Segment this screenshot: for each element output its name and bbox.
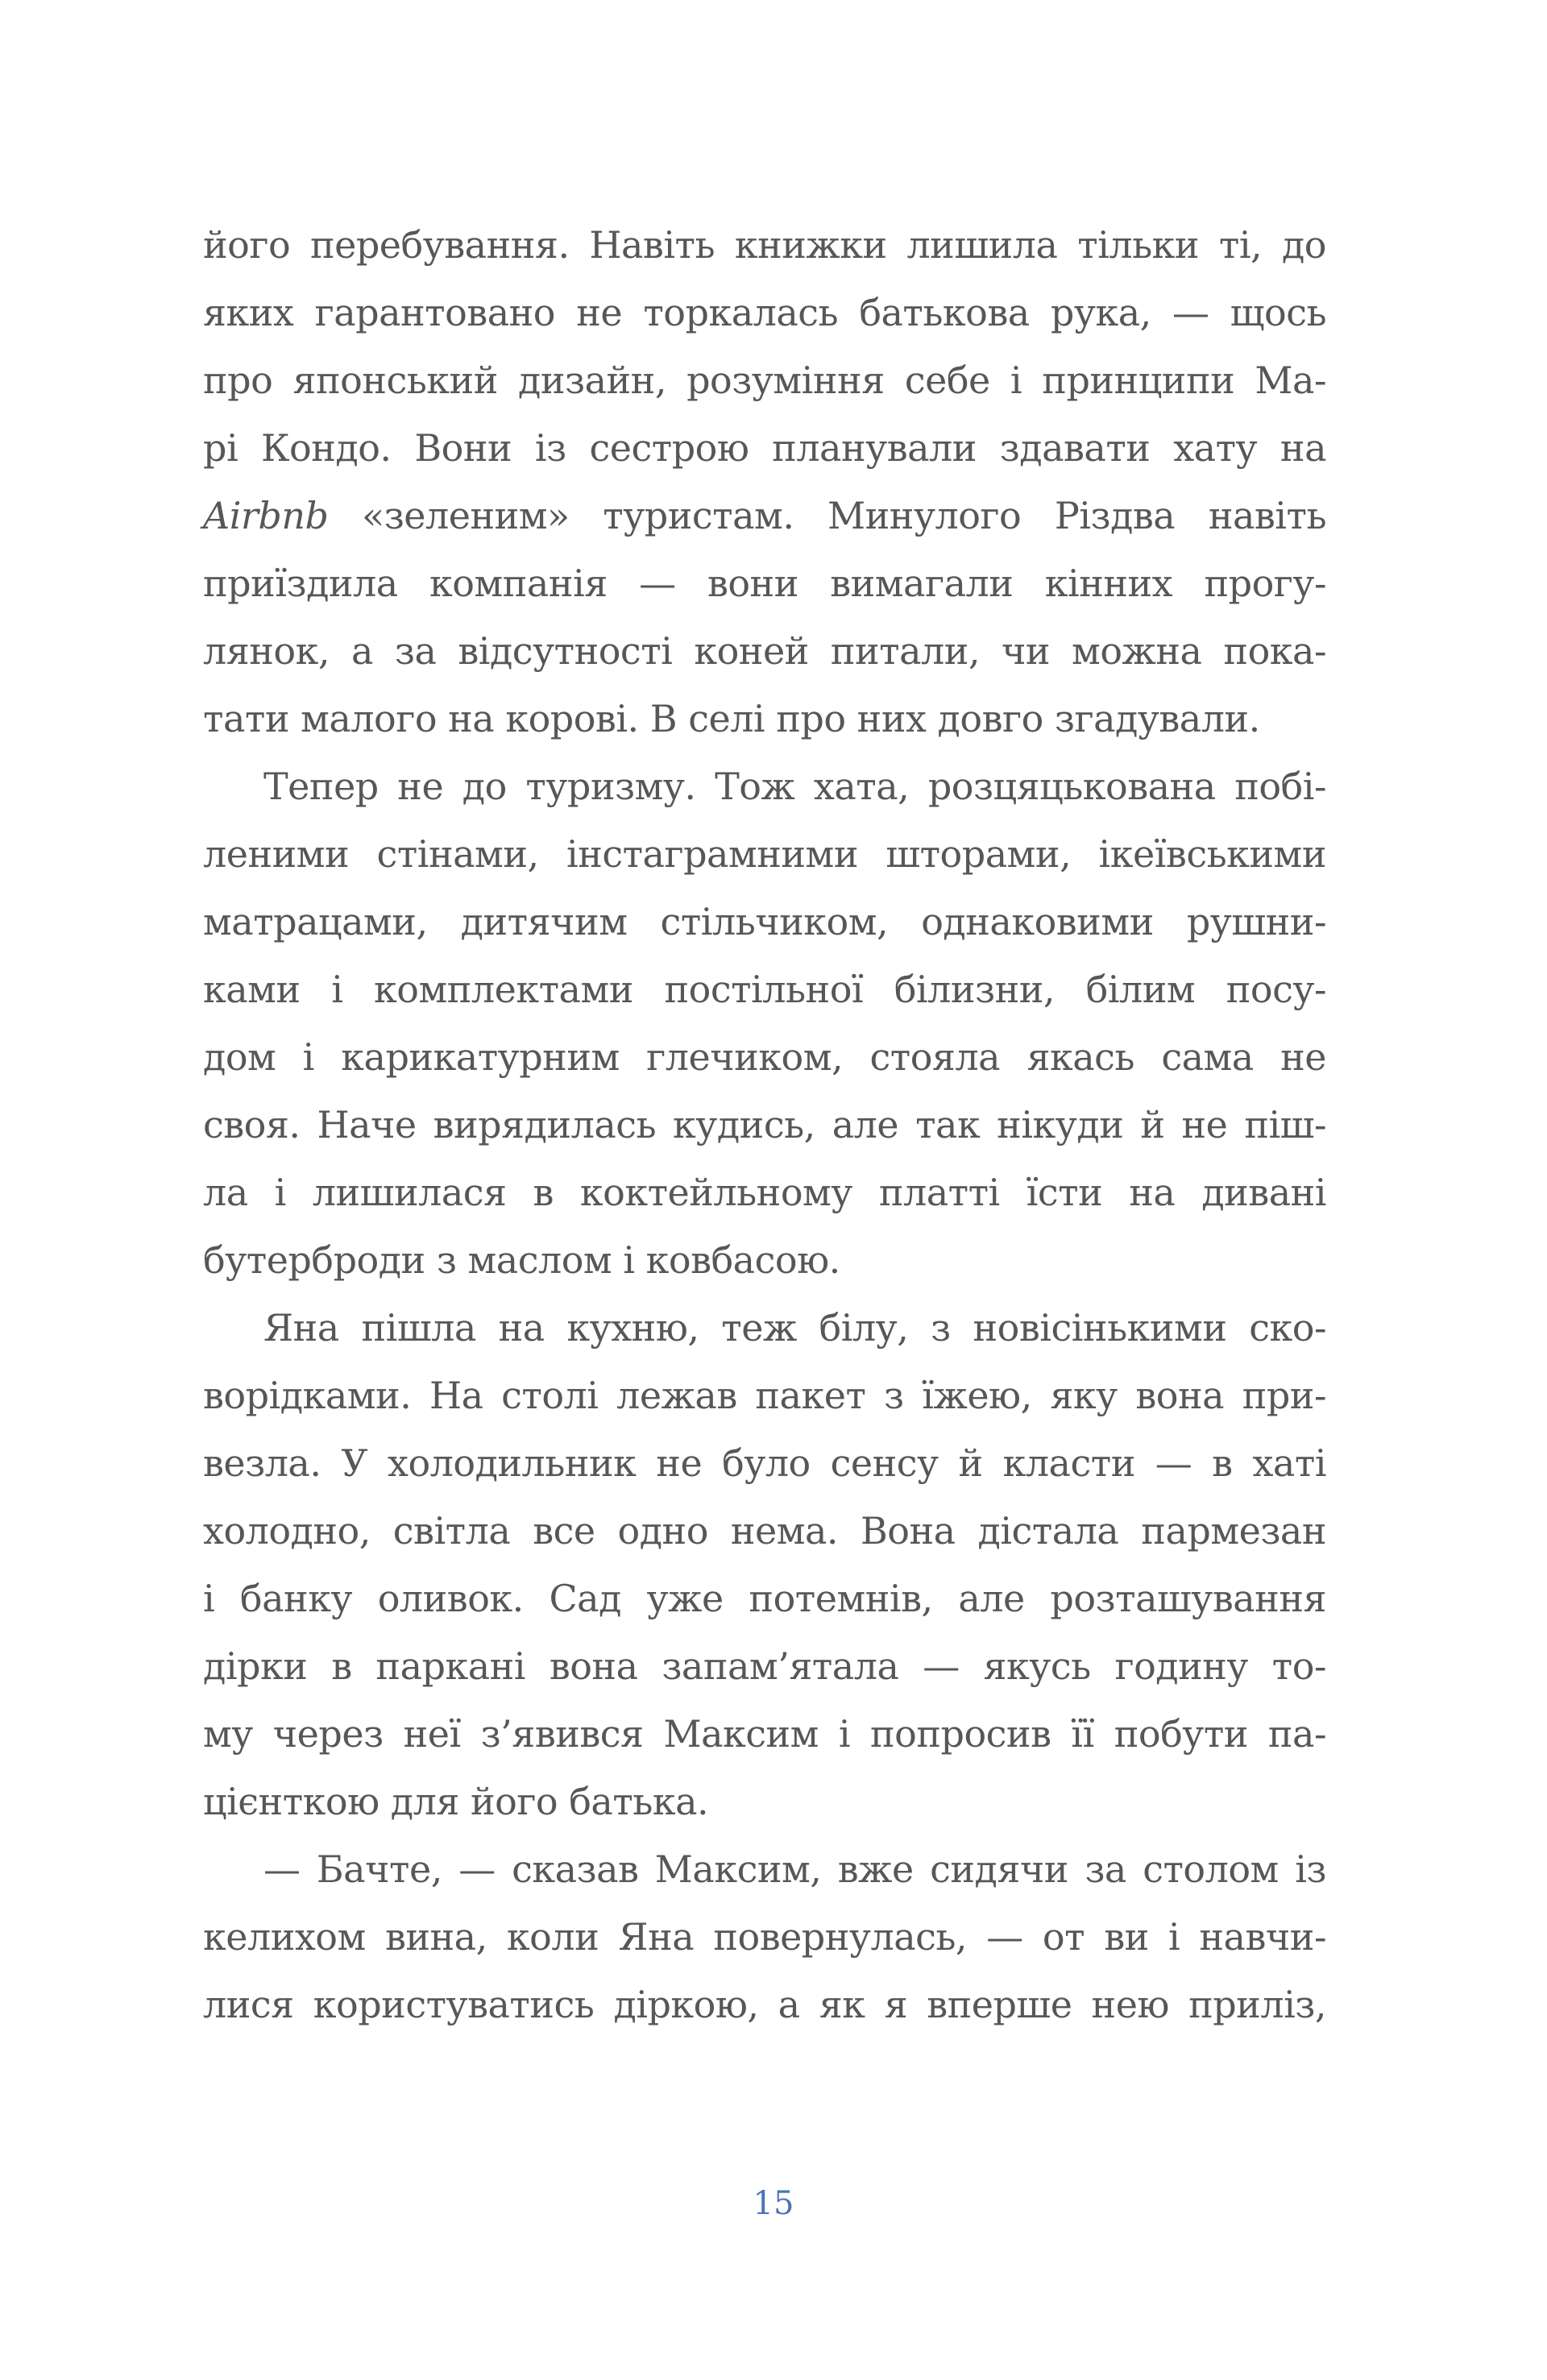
text-line: келихом вина, коли Яна повернулась, — от ви і навчи-: [203, 1915, 1326, 1959]
text-line: матрацами, дитячим стільчиком, однаковими рушни-: [203, 900, 1326, 943]
text-line: ла і лишилася в коктейльному платті їсти на дивані: [203, 1171, 1326, 1214]
text-line: про японський дизайн, розуміння себе і принципи Ма-: [203, 359, 1326, 402]
text-line: бутерброди з маслом і ковбасою.: [203, 1238, 840, 1282]
text-line: везла. У холодильник не було сенсу й класти — в хаті: [203, 1441, 1326, 1485]
text-line: холодно, світла все одно нема. Вона дістала пармезан: [203, 1509, 1326, 1553]
text-line: леними стінами, інстаграмними шторами, ікеївськими: [203, 832, 1326, 876]
text-line: і банку оливок. Сад уже потемнів, але розташування: [203, 1577, 1326, 1620]
paragraph-2: [203, 753, 1326, 1294]
text-line: [203, 482, 1326, 549]
text-line: його перебування. Навіть книжки лишила тільки ті, до: [203, 223, 1326, 267]
text-line: му через неї з’явився Максим і попросив її побути па-: [203, 1712, 1326, 1756]
paragraph-1: [203, 211, 1326, 753]
text-line: приїздила компанія — вони вимагали кінних прогу-: [203, 562, 1326, 605]
text-line: дом і карикатурним глечиком, стояла якась сама не: [203, 1035, 1326, 1079]
paragraph-3: [203, 1294, 1326, 1835]
text-line: лянок, а за відсутності коней питали, чи можна пока-: [203, 629, 1326, 673]
text-line: рі Кондо. Вони із сестрою планували здавати хату на: [203, 426, 1326, 470]
page-number: 15: [753, 2185, 794, 2222]
text-line: яких гарантовано не торкалась батькова рука, — щось: [203, 291, 1326, 334]
text-line: лися користуватись діркою, а як я вперше нею приліз,: [203, 1983, 1326, 2026]
text-line: Тепер не до туризму. Тож хата, розцяцькована побі-: [263, 765, 1326, 808]
body-text: [203, 211, 1326, 2038]
text-line-rest: «зеленим» туристам. Минулого Різдва навіть: [328, 494, 1326, 537]
text-line: своя. Наче вирядилась кудись, але так нікуди й не піш-: [203, 1103, 1326, 1146]
text-line: ками і комплектами постільної білизни, білим посу-: [203, 968, 1326, 1011]
paragraph-4: [203, 1835, 1326, 2038]
italic-brand-name: Airbnb: [203, 494, 329, 537]
text-line: тати малого на корові. В селі про них довго згадували.: [203, 697, 1260, 740]
text-line: Яна пішла на кухню, теж білу, з новісінькими ско-: [263, 1306, 1326, 1350]
text-line: ворідками. На столі лежав пакет з їжею, яку вона при-: [203, 1374, 1326, 1417]
text-line: дірки в паркані вона запам’ятала — якусь годину то-: [203, 1644, 1326, 1688]
text-line: — Бачте, — сказав Максим, вже сидячи за столом із: [263, 1847, 1326, 1891]
text-line: цієнткою для його батька.: [203, 1780, 709, 1823]
